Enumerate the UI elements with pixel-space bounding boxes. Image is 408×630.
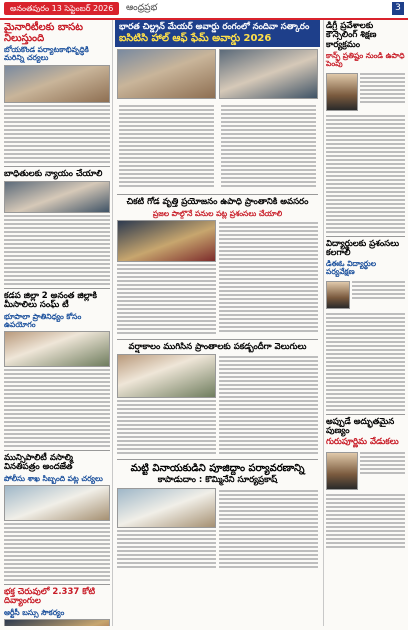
middle-column [115,20,320,626]
article-body [360,71,405,105]
article-body [326,494,405,548]
news-photo [4,331,110,367]
divider [326,414,405,415]
divider [4,288,110,289]
divider [117,459,318,460]
person-portrait [326,281,350,309]
article-body [4,523,110,581]
right-headline-2: విద్యార్థులకు ప్రశంసలు కలగాలి [326,238,400,258]
article-body [326,313,405,411]
divider [4,166,110,167]
divider [117,339,318,340]
article-body [4,215,110,285]
lead-story-headline: భారత చిల్డ్రన్ మేయర్ అవార్డు రంగంలో నందివా సత్కారం [119,22,310,32]
story-3-content [117,354,318,456]
article-body [360,450,405,476]
left-headline-1: మైనారిటీలకు బాసట నిలుస్తుంది [4,22,84,44]
lead-story-banner [115,20,320,47]
page-number: 3 [392,2,404,15]
right-subheadline-2: డిఈఓ విద్యార్థుల పర్యవేక్షణ [326,259,377,277]
article-body [326,115,405,233]
left-subheadline-5: ఆర్టీసీ బస్సు సౌకర్యం [4,607,65,617]
left-column [2,20,113,626]
page-header-bar [0,0,408,20]
right-column [323,20,407,626]
lead-story-body [117,101,318,191]
right-subheadline-3: గురుపూర్ణిమ వేడుకలు [326,437,399,448]
news-photo [219,49,318,99]
article-body [352,279,405,301]
mid-subheadline-4: కాపాడుదాం : కొమ్మినేని సూర్యప్రకాష్ [157,475,278,486]
article-body [4,105,110,163]
person-portrait [326,73,358,111]
article-body [4,369,110,447]
left-subheadline-3: భూపాలా ప్రాతినిధ్యం కోసం ఉపయోగం [4,311,82,329]
news-photo [117,49,216,99]
left-headline-3: కడప జిల్లా 2 అనంత జిల్లాకి మీసాలిలు సంఘ్ టీ [4,290,97,311]
mid-headline-4: మట్టి వినాయకుడిని పూజిద్దాం పర్యావరణాన్ని [130,463,305,475]
divider [326,236,405,237]
right-headline-3: అప్పుడే అద్భుతమైన పుణ్యం [326,416,395,437]
masthead: ఆంధ్రప్రభ [126,3,158,13]
news-photo [117,354,216,398]
left-subheadline-1: బోయకొండ పర్యాటకాభివృద్ధికి మరిన్ని చర్యలు [4,45,89,63]
news-photo [4,181,110,213]
divider [117,194,318,195]
mid-subheadline-2: ప్రజల పాల్గొనే పనుల పట్ల ప్రశంసలు చేయాలి [152,208,283,218]
left-headline-5: భక్త చెరువులో 2.337 కోటి దివ్యాంగుల [4,586,96,607]
left-headline-4: మున్సిపాలిటీ వసాల్మి వినతిపత్రం అందజేత [4,453,73,473]
news-photo [117,220,216,262]
story-4-content [117,488,318,570]
story-2-content [117,220,318,336]
news-photo [4,485,110,521]
news-photo [117,488,216,528]
lead-story-subheadline: ఐసిటిసి హాల్ ఆఫ్ ఫేమ్ అవార్డు 2026 [119,32,272,44]
lead-story-photos [117,49,318,99]
right-headline-1: డిగ్రీ ప్రవేశాలకు కౌన్సెలింగ్ శిక్షణ కార్యక్రమం [326,21,377,50]
person-portrait [326,452,358,490]
mid-headline-2: చికటి గోడ వృత్తి ప్రయోజనం ఉపాధి ప్రాంతానికి అవసరం [126,197,309,208]
news-photo [4,65,110,103]
edition-date: అనంతపురం 13 సెప్టెంబర్ 2026 [4,2,119,15]
news-photo [4,619,110,626]
divider [4,584,110,585]
divider [4,450,110,451]
mid-headline-3: వర్షాకాలం ముగిసిన ప్రాంతాలకు పకడ్బందీగా వెలుగులు [128,341,307,352]
left-headline-2: బాధితులకు న్యాయం చేయాలి [4,168,103,179]
right-subheadline-1: కాన్ఫ్ ప్రతిష్టం నుండి ఉపాధి పెంపు [326,51,405,69]
left-subheadline-4: పోలీసు శాఖ సిబ్బంది పట్ల చర్యలు [4,473,103,483]
